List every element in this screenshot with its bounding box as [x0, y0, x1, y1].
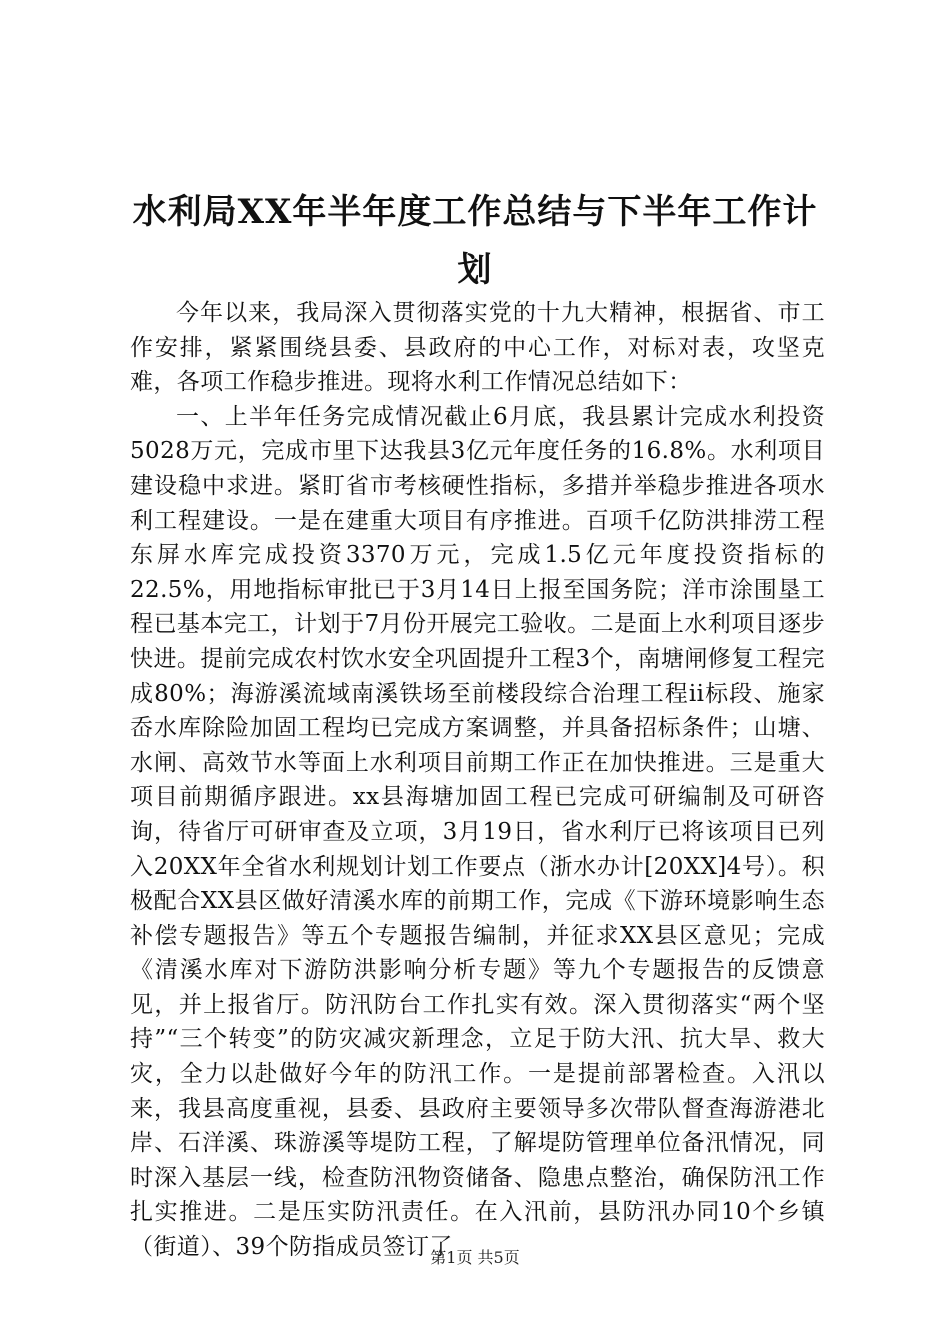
paragraph-intro: 今年以来，我局深入贯彻落实党的十九大精神，根据省、市工作安排，紧紧围绕县委、县政府的中心工作，对标对表，攻坚克难，各项工作稳步推进。现将水利工作情况总结如下：	[130, 300, 825, 396]
document-title: 水利局XX年半年度工作总结与下半年工作计划	[132, 192, 818, 290]
document-body	[130, 296, 825, 1265]
page-number-footer: 第1页 共5页	[430, 1248, 520, 1267]
paragraph-first-half-summary: 一、上半年任务完成情况截止6月底，我县累计完成水利投资5028万元，完成市里下达我县3亿元年度任务的16.8%。水利项目建设稳中求进。紧盯省市考核硬性指标，多措并举稳步推进各项水利工程建设。一是在建重大项目有序推进。百项千亿防洪排涝工程东屏水库完成投资3370万元，完成1.5亿元年度投资指标的22.5%，用地指标审批已于3月14日上报至国务院；洋市涂围垦工程已基本完工，计划于7月份开展完工验收。二是面上水利项目逐步快进。提前完成农村饮水安全巩固提升工程3个，南塘闸修复工程完成80%；海游溪流域南溪铁场至前楼段综合治理工程ii标段、施家岙水库除险加固工程均已完成方案调整，并具备招标条件；山塘、水闸、高效节水等面上水利项目前期工作正在加快推进。三是重大项目前期循序跟进。xx县海塘加固工程已完成可研编制及可研咨询，待省厅可研审查及立项，3月19日，省水利厅已将该项目已列入20XX年全省水利规划计划工作要点（浙水办计[20XX]4号）。积极配合XX县区做好清溪水库的前期工作，完成《下游环境影响生态补偿专题报告》等五个专题报告编制，并征求XX县区意见；完成《清溪水库对下游防洪影响分析专题》等九个专题报告的反馈意见，并上报省厅。防汛防台工作扎实有效。深入贯彻落实“两个坚持”“三个转变”的防灾减灾新理念，立足于防大汛、抗大旱、救大灾，全力以赴做好今年的防汛工作。一是提前部署检查。入汛以来，我县高度重视，县委、县政府主要领导多次带队督查海游港北岸、石洋溪、珠游溪等堤防工程，了解堤防管理单位备汛情况，同时深入基层一线，检查防汛物资储备、隐患点整治，确保防汛工作扎实推进。二是压实防汛责任。在入汛前，县防汛办同10个乡镇（街道）、39个防指成员签订了	[130, 403, 825, 1261]
